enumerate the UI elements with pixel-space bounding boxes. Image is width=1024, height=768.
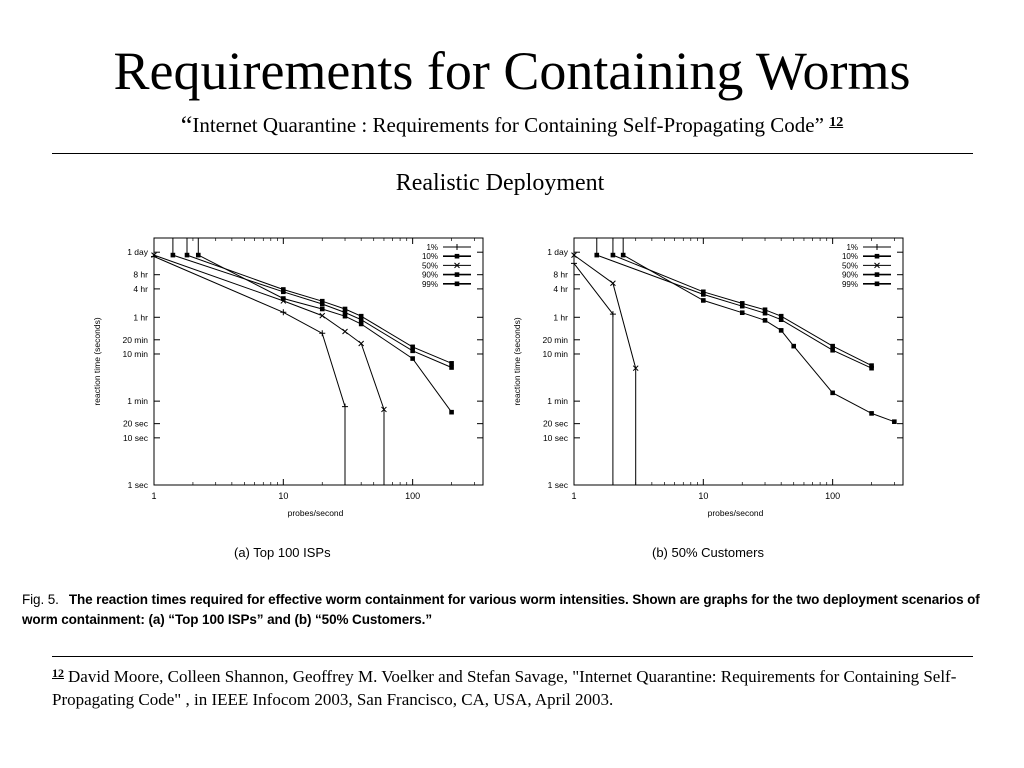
legend-label: 90%	[841, 270, 858, 280]
data-point	[763, 318, 768, 323]
data-point	[830, 344, 835, 349]
data-point	[196, 253, 201, 258]
legend-label: 90%	[421, 270, 438, 280]
data-point	[779, 314, 784, 319]
y-tick-label: 10 sec	[542, 432, 568, 443]
y-tick-label: 4 hr	[133, 283, 148, 294]
legend-label: 1%	[846, 243, 858, 252]
y-tick-label: 10 sec	[122, 432, 148, 443]
data-point	[320, 299, 325, 304]
data-point	[875, 254, 880, 259]
data-point	[320, 307, 325, 312]
data-point	[875, 282, 880, 287]
data-point	[779, 328, 784, 333]
data-point	[281, 296, 286, 301]
footnote-divider	[52, 656, 973, 657]
y-tick-label: 8 hr	[553, 269, 568, 280]
legend-label: 10%	[841, 252, 858, 262]
data-point	[621, 253, 626, 258]
data-point	[892, 419, 897, 424]
y-tick-label: 10 min	[542, 348, 568, 359]
open-quote: “	[180, 111, 193, 140]
data-point	[874, 244, 880, 250]
data-point	[185, 253, 190, 258]
data-point	[343, 307, 348, 312]
data-point	[319, 330, 325, 336]
series-line	[574, 263, 613, 485]
footnote-text: David Moore, Colleen Shannon, Geoffrey M. Voelker and Stefan Savage, "Internet Quarantine: Requirements for Containing Self-Propagating Code" , in IEEE Infocom 2003, San Francisco, CA, USA, April 2003.	[52, 667, 957, 709]
data-point	[320, 313, 325, 318]
data-point	[359, 322, 364, 327]
data-point	[594, 253, 599, 258]
y-axis-label: reaction time (seconds)	[512, 317, 522, 406]
data-point	[763, 307, 768, 312]
section-label: Realistic Deployment	[395, 170, 605, 196]
slide-subtitle	[0, 108, 1024, 141]
y-tick-label: 1 min	[127, 396, 148, 407]
data-point	[701, 289, 706, 294]
chart-top-100-isps	[88, 228, 493, 528]
legend-label: 50%	[841, 261, 858, 271]
y-tick-label: 1 hr	[553, 312, 568, 323]
data-point	[410, 345, 415, 350]
y-tick-label: 20 sec	[542, 418, 568, 429]
slide-title: Requirements for Containing Worms	[113, 41, 911, 101]
data-point	[740, 310, 745, 315]
x-tick-label: 1	[571, 491, 577, 501]
x-tick-label: 1	[151, 491, 157, 501]
data-point	[171, 253, 176, 258]
x-tick-label: 100	[405, 491, 421, 501]
data-point	[342, 404, 348, 410]
x-axis-label: probes/second	[287, 508, 344, 518]
x-tick-label: 10	[698, 491, 709, 501]
data-point	[410, 356, 415, 361]
x-tick-label: 100	[825, 491, 841, 501]
footnote	[52, 662, 972, 711]
data-point	[455, 282, 460, 287]
legend-label: 99%	[841, 279, 858, 289]
subtitle-text: Internet Quarantine : Requirements for Containing Self-Propagating Code	[192, 113, 815, 137]
y-axis-label: reaction time (seconds)	[92, 317, 102, 406]
y-tick-label: 1 day	[547, 247, 568, 258]
y-tick-label: 20 sec	[122, 418, 148, 429]
data-point	[875, 272, 880, 277]
figure-caption	[22, 590, 992, 630]
data-point	[455, 254, 460, 259]
data-point	[449, 365, 454, 370]
data-point	[701, 298, 706, 303]
y-tick-label: 1 day	[127, 247, 148, 258]
legend-label: 50%	[421, 261, 438, 271]
data-point	[455, 272, 460, 277]
series-10pct	[171, 238, 471, 370]
data-point	[830, 348, 835, 353]
y-tick-label: 1 sec	[547, 480, 568, 490]
series-line	[154, 255, 384, 485]
data-point	[359, 314, 364, 319]
data-point	[791, 344, 796, 349]
data-point	[410, 349, 415, 354]
data-point	[611, 253, 616, 258]
legend-label: 99%	[421, 279, 438, 289]
series-line	[154, 257, 345, 486]
plot-area	[92, 238, 483, 518]
data-point	[281, 287, 286, 292]
data-point	[359, 341, 364, 346]
legend-label: 1%	[426, 243, 438, 252]
series-line	[574, 255, 636, 485]
footnote-mark: 12	[52, 666, 64, 680]
data-point	[740, 301, 745, 306]
y-tick-label: 20 min	[542, 334, 568, 345]
data-point	[343, 314, 348, 319]
y-tick-label: 4 hr	[553, 283, 568, 294]
chart-b-subcaption: (b) 50% Customers	[652, 545, 764, 560]
series-line	[173, 255, 452, 367]
data-point	[830, 391, 835, 396]
close-quote: ”	[814, 113, 824, 137]
figure-caption-text: The reaction times required for effective worm containment for various worm intensities. Shown are graphs for the two deployment scenarios of worm containment: (a) “Top 100 ISPs” and (b) “50% Customers.”	[22, 592, 980, 627]
figure-caption-label: Fig. 5.	[22, 592, 59, 607]
data-point	[869, 411, 874, 416]
y-tick-label: 10 min	[122, 348, 148, 359]
data-point	[449, 410, 454, 415]
y-tick-label: 8 hr	[133, 269, 148, 280]
x-tick-label: 10	[278, 491, 289, 501]
legend-label: 10%	[421, 252, 438, 262]
chart-50-percent-customers	[508, 228, 913, 528]
chart-a-subcaption: (a) Top 100 ISPs	[234, 545, 331, 560]
data-point	[454, 244, 460, 250]
x-axis-label: probes/second	[707, 508, 764, 518]
title-divider	[52, 153, 973, 154]
data-point	[449, 361, 454, 366]
data-point	[869, 363, 874, 368]
data-point	[343, 329, 348, 334]
subtitle-footnote-link[interactable]: 12	[829, 115, 844, 130]
y-tick-label: 1 hr	[133, 312, 148, 323]
plot-area	[512, 238, 903, 518]
y-tick-label: 20 min	[122, 334, 148, 345]
y-tick-label: 1 min	[547, 396, 568, 407]
y-tick-label: 1 sec	[127, 480, 148, 490]
data-point	[280, 309, 286, 315]
